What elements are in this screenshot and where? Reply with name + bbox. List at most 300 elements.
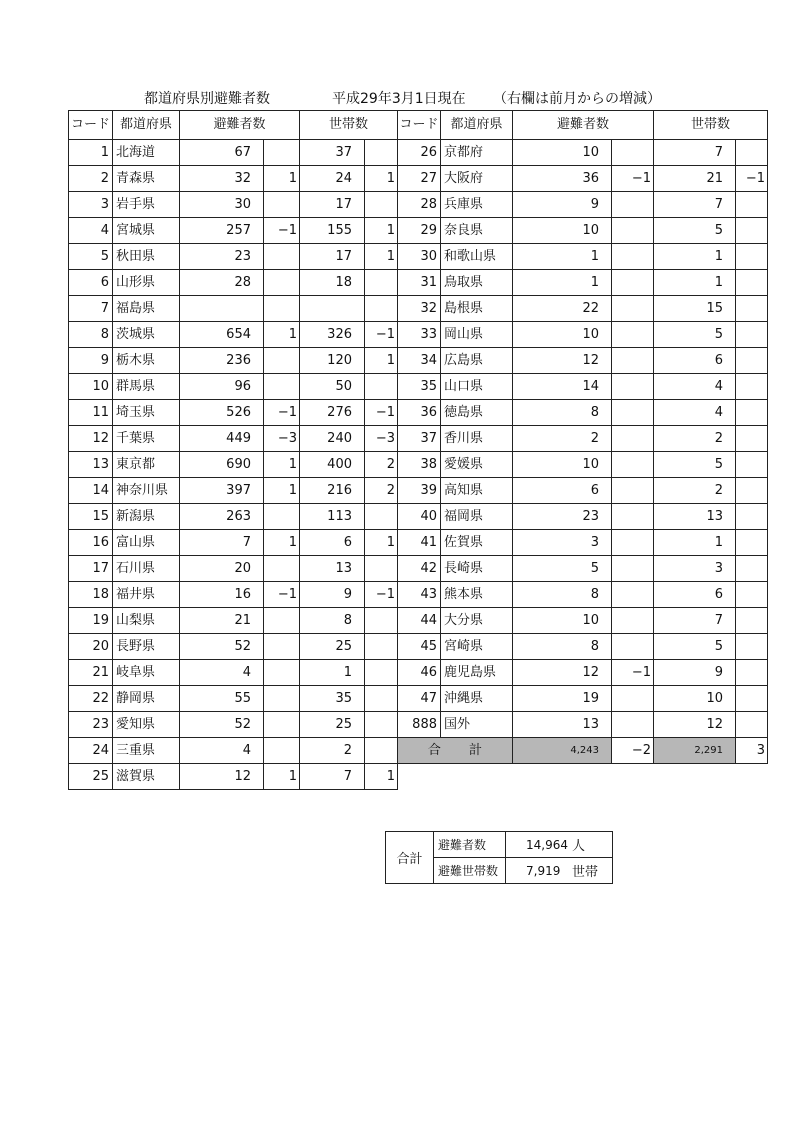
row-prefecture: 茨城県 <box>113 322 180 348</box>
row-households: 18 <box>300 270 365 296</box>
row-prefecture: 宮崎県 <box>441 634 513 660</box>
subtotal-evacuees-change: −2 <box>612 738 654 764</box>
row-evacuees-change <box>612 530 654 556</box>
row-households-change <box>736 140 768 166</box>
header-code: コード <box>69 111 113 140</box>
row-code: 5 <box>69 244 113 270</box>
row-code: 18 <box>69 582 113 608</box>
row-evacuees-change <box>612 634 654 660</box>
subtotal-households: 2,291 <box>654 738 736 764</box>
row-households: 9 <box>300 582 365 608</box>
row-code: 38 <box>398 452 441 478</box>
row-prefecture: 秋田県 <box>113 244 180 270</box>
header-evacuees-right: 避難者数 <box>513 111 654 140</box>
row-evacuees: 6 <box>513 478 612 504</box>
table-row <box>69 478 768 504</box>
row-evacuees-change <box>612 478 654 504</box>
row-evacuees-change <box>612 348 654 374</box>
row-code: 888 <box>398 712 441 738</box>
row-evacuees: 22 <box>513 296 612 322</box>
row-prefecture: 大阪府 <box>441 166 513 192</box>
row-evacuees-change <box>612 374 654 400</box>
row-evacuees-change: −1 <box>264 218 300 244</box>
row-households: 15 <box>654 296 736 322</box>
row-prefecture: 徳島県 <box>441 400 513 426</box>
row-evacuees: 526 <box>180 400 264 426</box>
row-evacuees: 1 <box>513 270 612 296</box>
row-households: 35 <box>300 686 365 712</box>
row-households-change <box>736 400 768 426</box>
row-prefecture: 鹿児島県 <box>441 660 513 686</box>
row-households-change: 2 <box>365 452 398 478</box>
table-row <box>69 348 768 374</box>
row-code: 9 <box>69 348 113 374</box>
row-prefecture: 和歌山県 <box>441 244 513 270</box>
row-households: 13 <box>654 504 736 530</box>
row-prefecture: 三重県 <box>113 738 180 764</box>
row-evacuees: 5 <box>513 556 612 582</box>
row-households-change <box>365 738 398 764</box>
table-row <box>69 400 768 426</box>
row-prefecture: 佐賀県 <box>441 530 513 556</box>
row-prefecture: 長野県 <box>113 634 180 660</box>
summary-label: 合計 <box>386 832 434 884</box>
subtotal-evacuees: 4,243 <box>513 738 612 764</box>
row-households-change: 1 <box>365 244 398 270</box>
row-evacuees: 4 <box>180 660 264 686</box>
row-households-change <box>736 712 768 738</box>
row-code: 46 <box>398 660 441 686</box>
row-households-change <box>365 634 398 660</box>
row-evacuees-change <box>264 660 300 686</box>
row-code: 24 <box>69 738 113 764</box>
summary-row-evacuees <box>386 832 613 858</box>
table-row <box>69 764 768 790</box>
row-evacuees-change <box>264 712 300 738</box>
row-evacuees-change <box>264 244 300 270</box>
document-title: 都道府県別避難者数 <box>144 91 270 107</box>
table-row <box>69 634 768 660</box>
row-households-change <box>736 374 768 400</box>
row-code: 3 <box>69 192 113 218</box>
row-households: 7 <box>654 608 736 634</box>
empty-cell <box>654 764 736 790</box>
row-households: 1 <box>300 660 365 686</box>
row-households-change <box>736 348 768 374</box>
row-code: 2 <box>69 166 113 192</box>
row-evacuees: 4 <box>180 738 264 764</box>
row-households: 8 <box>300 608 365 634</box>
row-evacuees-change <box>264 608 300 634</box>
row-code: 27 <box>398 166 441 192</box>
row-evacuees: 96 <box>180 374 264 400</box>
row-households: 7 <box>654 192 736 218</box>
row-households-change: 1 <box>365 348 398 374</box>
row-prefecture: 福岡県 <box>441 504 513 530</box>
summary-households-unit: 世帯 <box>568 858 612 884</box>
table-row <box>69 140 768 166</box>
row-prefecture: 東京都 <box>113 452 180 478</box>
empty-cell <box>612 764 654 790</box>
row-households-change <box>736 270 768 296</box>
row-evacuees: 10 <box>513 218 612 244</box>
row-households-change <box>365 270 398 296</box>
row-evacuees: 12 <box>513 660 612 686</box>
row-households-change: 1 <box>365 530 398 556</box>
row-evacuees-change: 1 <box>264 166 300 192</box>
row-households-change <box>365 712 398 738</box>
row-households: 4 <box>654 400 736 426</box>
row-evacuees: 263 <box>180 504 264 530</box>
row-prefecture: 鳥取県 <box>441 270 513 296</box>
row-code: 41 <box>398 530 441 556</box>
row-households-change: −1 <box>365 322 398 348</box>
evacuee-table <box>68 110 768 790</box>
row-code: 32 <box>398 296 441 322</box>
row-code: 1 <box>69 140 113 166</box>
row-evacuees-change <box>612 608 654 634</box>
row-evacuees-change <box>264 140 300 166</box>
row-code: 4 <box>69 218 113 244</box>
table-row <box>69 686 768 712</box>
row-households-change <box>736 634 768 660</box>
row-code: 40 <box>398 504 441 530</box>
row-code: 42 <box>398 556 441 582</box>
subtotal-label: 合 計 <box>398 738 513 764</box>
row-households-change <box>365 140 398 166</box>
row-code: 26 <box>398 140 441 166</box>
row-households: 216 <box>300 478 365 504</box>
row-prefecture: 岩手県 <box>113 192 180 218</box>
row-evacuees: 52 <box>180 712 264 738</box>
summary-evacuees-label: 避難者数 <box>434 832 506 858</box>
row-code: 28 <box>398 192 441 218</box>
row-households-change: 2 <box>365 478 398 504</box>
row-households-change <box>736 504 768 530</box>
row-households-change <box>365 608 398 634</box>
header-households: 世帯数 <box>300 111 398 140</box>
row-evacuees-change: 1 <box>264 322 300 348</box>
row-households-change <box>736 452 768 478</box>
row-evacuees-change <box>612 556 654 582</box>
row-households: 1 <box>654 244 736 270</box>
row-prefecture: 山梨県 <box>113 608 180 634</box>
table-row <box>69 166 768 192</box>
row-households-change: −3 <box>365 426 398 452</box>
row-prefecture: 千葉県 <box>113 426 180 452</box>
row-evacuees-change: −1 <box>264 400 300 426</box>
row-households-change <box>365 686 398 712</box>
row-evacuees: 36 <box>513 166 612 192</box>
row-evacuees: 690 <box>180 452 264 478</box>
row-households-change: −1 <box>736 166 768 192</box>
header-code-right: コード <box>398 111 441 140</box>
row-households-change <box>736 218 768 244</box>
row-households-change <box>736 192 768 218</box>
table-row <box>69 530 768 556</box>
row-code: 34 <box>398 348 441 374</box>
row-evacuees: 20 <box>180 556 264 582</box>
row-households: 24 <box>300 166 365 192</box>
row-evacuees: 1 <box>513 244 612 270</box>
summary-evacuees-unit: 人 <box>568 832 612 858</box>
row-evacuees-change <box>612 426 654 452</box>
row-evacuees-change <box>612 296 654 322</box>
row-households-change <box>736 426 768 452</box>
row-households-change <box>736 686 768 712</box>
row-code: 33 <box>398 322 441 348</box>
row-evacuees: 21 <box>180 608 264 634</box>
row-prefecture: 愛知県 <box>113 712 180 738</box>
row-code: 19 <box>69 608 113 634</box>
row-code: 8 <box>69 322 113 348</box>
row-code: 13 <box>69 452 113 478</box>
row-prefecture: 北海道 <box>113 140 180 166</box>
row-prefecture: 福島県 <box>113 296 180 322</box>
row-households-change <box>365 660 398 686</box>
row-evacuees-change <box>264 348 300 374</box>
row-evacuees-change: 1 <box>264 764 300 790</box>
row-households <box>300 296 365 322</box>
row-evacuees-change <box>612 452 654 478</box>
row-evacuees-change <box>612 244 654 270</box>
row-code: 35 <box>398 374 441 400</box>
row-evacuees: 19 <box>513 686 612 712</box>
row-evacuees: 10 <box>513 608 612 634</box>
row-prefecture: 熊本県 <box>441 582 513 608</box>
row-households-change: 1 <box>365 166 398 192</box>
row-code: 21 <box>69 660 113 686</box>
row-prefecture: 神奈川県 <box>113 478 180 504</box>
row-code: 36 <box>398 400 441 426</box>
title-row <box>0 88 799 110</box>
row-households-change <box>736 608 768 634</box>
row-prefecture: 島根県 <box>441 296 513 322</box>
row-prefecture: 京都府 <box>441 140 513 166</box>
row-evacuees: 654 <box>180 322 264 348</box>
row-evacuees-change <box>264 270 300 296</box>
row-evacuees: 3 <box>513 530 612 556</box>
row-evacuees: 23 <box>513 504 612 530</box>
row-households-change <box>736 296 768 322</box>
row-evacuees-change <box>612 322 654 348</box>
table-row <box>69 452 768 478</box>
table-row <box>69 608 768 634</box>
row-prefecture: 山形県 <box>113 270 180 296</box>
row-code: 30 <box>398 244 441 270</box>
subtotal-households-change: 3 <box>736 738 768 764</box>
table-row <box>69 712 768 738</box>
table-row <box>69 270 768 296</box>
table-row <box>69 244 768 270</box>
row-evacuees: 30 <box>180 192 264 218</box>
row-evacuees-change <box>612 218 654 244</box>
row-households-change <box>736 582 768 608</box>
row-households-change <box>365 374 398 400</box>
empty-cell <box>398 764 441 790</box>
summary-evacuees-value: 14,964 <box>506 832 569 858</box>
row-prefecture: 群馬県 <box>113 374 180 400</box>
row-prefecture: 高知県 <box>441 478 513 504</box>
row-evacuees-change <box>612 504 654 530</box>
row-prefecture: 滋賀県 <box>113 764 180 790</box>
row-evacuees-change: −3 <box>264 426 300 452</box>
row-evacuees <box>180 296 264 322</box>
row-prefecture: 岐阜県 <box>113 660 180 686</box>
row-households-change <box>736 322 768 348</box>
row-evacuees-change <box>264 504 300 530</box>
row-households-change: 1 <box>365 764 398 790</box>
header-evacuees: 避難者数 <box>180 111 300 140</box>
row-evacuees: 67 <box>180 140 264 166</box>
row-households-change <box>736 244 768 270</box>
row-households-change <box>365 556 398 582</box>
row-code: 14 <box>69 478 113 504</box>
table-row <box>69 504 768 530</box>
row-prefecture: 奈良県 <box>441 218 513 244</box>
row-evacuees: 8 <box>513 400 612 426</box>
row-households: 25 <box>300 712 365 738</box>
table-row <box>69 660 768 686</box>
row-households: 6 <box>654 348 736 374</box>
row-code: 20 <box>69 634 113 660</box>
row-code: 44 <box>398 608 441 634</box>
row-households-change: −1 <box>365 400 398 426</box>
row-evacuees: 10 <box>513 322 612 348</box>
row-households: 5 <box>654 634 736 660</box>
row-prefecture: 兵庫県 <box>441 192 513 218</box>
row-code: 43 <box>398 582 441 608</box>
header-prefecture-right: 都道府県 <box>441 111 513 140</box>
row-prefecture: 宮城県 <box>113 218 180 244</box>
table-row <box>69 738 768 764</box>
row-evacuees-change <box>264 634 300 660</box>
row-evacuees: 14 <box>513 374 612 400</box>
row-evacuees: 23 <box>180 244 264 270</box>
row-prefecture: 新潟県 <box>113 504 180 530</box>
row-evacuees: 28 <box>180 270 264 296</box>
row-evacuees: 52 <box>180 634 264 660</box>
row-households-change <box>365 192 398 218</box>
row-prefecture: 香川県 <box>441 426 513 452</box>
row-evacuees: 9 <box>513 192 612 218</box>
row-prefecture: 広島県 <box>441 348 513 374</box>
row-evacuees: 8 <box>513 634 612 660</box>
summary-households-label: 避難世帯数 <box>434 858 506 884</box>
row-households-change <box>365 296 398 322</box>
row-evacuees-change: −1 <box>612 660 654 686</box>
row-households: 10 <box>654 686 736 712</box>
document-date: 平成29年3月1日現在 <box>332 91 466 107</box>
header-prefecture: 都道府県 <box>113 111 180 140</box>
row-households: 3 <box>654 556 736 582</box>
row-households: 120 <box>300 348 365 374</box>
row-households: 1 <box>654 270 736 296</box>
row-prefecture: 国外 <box>441 712 513 738</box>
table-row <box>69 374 768 400</box>
row-evacuees-change <box>264 556 300 582</box>
row-evacuees: 449 <box>180 426 264 452</box>
row-evacuees: 16 <box>180 582 264 608</box>
row-prefecture: 岡山県 <box>441 322 513 348</box>
row-evacuees: 32 <box>180 166 264 192</box>
row-evacuees-change: −1 <box>612 166 654 192</box>
row-evacuees-change <box>264 192 300 218</box>
row-prefecture: 大分県 <box>441 608 513 634</box>
row-evacuees-change <box>264 738 300 764</box>
row-households: 21 <box>654 166 736 192</box>
row-evacuees-change: 1 <box>264 478 300 504</box>
row-households: 13 <box>300 556 365 582</box>
row-evacuees: 257 <box>180 218 264 244</box>
table-row <box>69 322 768 348</box>
row-households: 37 <box>300 140 365 166</box>
row-prefecture: 栃木県 <box>113 348 180 374</box>
row-evacuees: 10 <box>513 452 612 478</box>
row-evacuees-change <box>264 686 300 712</box>
row-code: 10 <box>69 374 113 400</box>
row-households-change <box>736 660 768 686</box>
row-households: 1 <box>654 530 736 556</box>
row-code: 6 <box>69 270 113 296</box>
row-households: 240 <box>300 426 365 452</box>
row-households: 2 <box>654 426 736 452</box>
row-households: 326 <box>300 322 365 348</box>
row-code: 23 <box>69 712 113 738</box>
row-code: 7 <box>69 296 113 322</box>
row-code: 12 <box>69 426 113 452</box>
row-households-change <box>736 530 768 556</box>
row-evacuees-change <box>612 582 654 608</box>
row-households: 276 <box>300 400 365 426</box>
row-evacuees-change <box>612 400 654 426</box>
row-households-change <box>736 556 768 582</box>
row-evacuees-change: 1 <box>264 530 300 556</box>
row-code: 17 <box>69 556 113 582</box>
row-households-change: −1 <box>365 582 398 608</box>
row-code: 47 <box>398 686 441 712</box>
row-evacuees: 12 <box>180 764 264 790</box>
row-households: 17 <box>300 192 365 218</box>
table-header-row <box>69 111 768 140</box>
row-evacuees: 12 <box>513 348 612 374</box>
row-prefecture: 山口県 <box>441 374 513 400</box>
summary-households-value: 7,919 <box>506 858 569 884</box>
row-code: 25 <box>69 764 113 790</box>
row-prefecture: 埼玉県 <box>113 400 180 426</box>
row-evacuees-change <box>264 296 300 322</box>
row-households: 2 <box>300 738 365 764</box>
row-evacuees-change <box>612 270 654 296</box>
row-evacuees: 10 <box>513 140 612 166</box>
row-prefecture: 青森県 <box>113 166 180 192</box>
row-households: 12 <box>654 712 736 738</box>
row-evacuees: 2 <box>513 426 612 452</box>
row-households-change <box>365 504 398 530</box>
row-households: 25 <box>300 634 365 660</box>
row-evacuees-change <box>612 712 654 738</box>
row-households-change <box>736 478 768 504</box>
row-evacuees-change <box>612 192 654 218</box>
table-row <box>69 192 768 218</box>
row-prefecture: 福井県 <box>113 582 180 608</box>
row-households: 7 <box>654 140 736 166</box>
row-code: 31 <box>398 270 441 296</box>
row-evacuees: 8 <box>513 582 612 608</box>
row-code: 39 <box>398 478 441 504</box>
row-evacuees-change <box>264 374 300 400</box>
row-households: 7 <box>300 764 365 790</box>
